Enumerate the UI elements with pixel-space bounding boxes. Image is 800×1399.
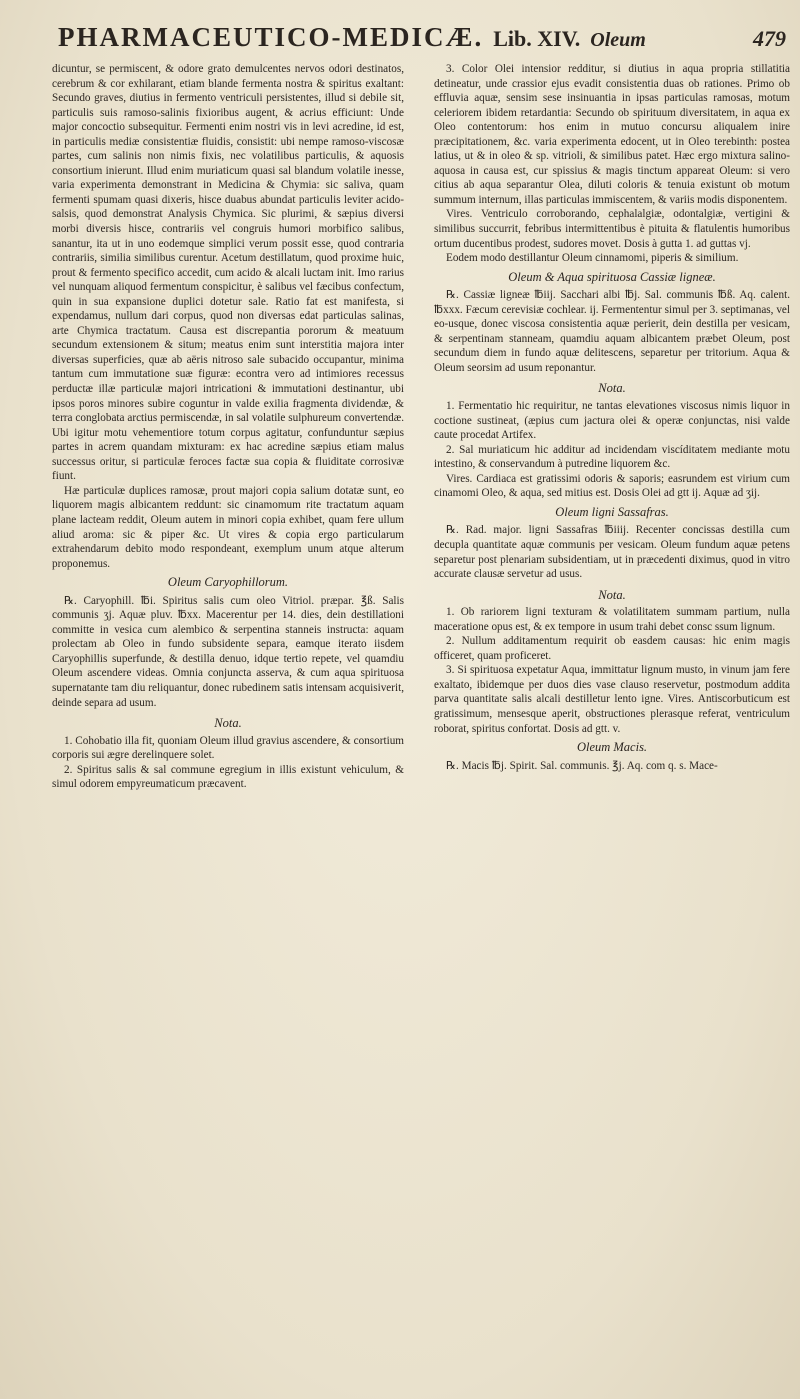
recipe-text: ℞. Macis ℔j. Spirit. Sal. communis. ℥j. Aq. com q. s. Mace- [446,759,718,772]
recipe-text: ℞. Rad. major. ligni Sassafras ℔iiij. Recenter concissas destilla cum decupla quantitate aquæ communis per vesicam. Oleum fundum aquæ petens separetur post plenariam subsidentiam, ut in præcedenti diximus, quod in vitro accurate clausæ servetur ad usus. [434,524,790,581]
page-number: 479 [753,26,786,51]
nota-item: 2. Sal muriaticum hic additur ad incidendam viscíditatem mediante motu intestino, & conservandum à putredine liquorem &c. [434,443,790,471]
nota-heading: Nota. [214,716,242,731]
vires-paragraph: Vires. Cardiaca est gratissimi odoris & saporis; easrundem est virium cum cinamomi Oleo, & aqua, sed mitius est. Dosis Olei ad gtt ij. Aquæ ad ʒij. [434,472,790,500]
nota-heading: Nota. [598,587,626,602]
paragraph: dicuntur, se permiscent, & odore grato demulcentes nervos odori destinatos, cerebrum & cor exhilarant, etiam blande fermenta nostra & spiritus exaltant: Secundo graves, diutius in fermento ventriculi persistentes, illud si debile sit, particulis suis ramoso-salinis fixioribus augent, & acrius efficiunt: Unde major concoctio subsequitur. Fermenti enim nostri vis in levi acredine, id est, in particulis mediæ consistentiæ fluidis, consistit: ubi nempe ramoso-viscosæ partes, cum salinis non nimis fixis, nec volatilibus particulis, & aquosis consortium inierunt. Illud enim muriaticum quasi sal blandum volatile inesse, varia experimenta demonstrant in Medicina & Chymia: sic saliva, quam fermenti spumam quasi dixeris, hisce duabus abundat particulis leviter acido-salsis, quod demonstrat Analysis Chymica. Sic plurimi, & sæpius diversi morbi diversis hisce, contrariis vel congruis humori morbifico salibus, sanantur, ita ut in uno eodemque simplici verum possit esse, quod contraria contrariis, similia similibus curentur. Acetum destillatum, quod proxime huic, prout & fermento specifico accedit, cum acido & alcali luctam init. Imo rarius vel nunquam aliquod fermentum conspicitur, è salibus vel fæcibus confectum, quin in sua expansione duplici dotetur sale. Ratio fat est manifesta, si expendamus, nullum dari corpus, quod non diversas edat particulas salinas, arte Chymica tractatum. Causa est discrepantia pororum & meatuum secundum extensionem & situm; meatus enim sunt interstitia majora inter diversas superficies, quæ ab aëris nitroso sale subacido occupantur, minima tantum cum immutatione suæ figuræ: econtra vero ad intimiores recessus perductæ illæ particulæ majori intricationi & immutationi destinantur, ubi ipsos poros minores subire coguntur in valde exilia fragmenta dividendæ, & terra conglobata arctius permiscendæ, in sal volatile sulphureum convertendæ. Ubi igitur motu vehementiore totum corpus agitatur, confunduntur sæpius partes in acrem quandam mixturam: ex hac acredine sæpius etiam malus successus oritur, si particulæ feroces factæ sua copia & fluiditate corrosivæ fiunt. [52,63,404,483]
vires-paragraph: Vires. Ventriculo corroborando, cephalalgiæ, odontalgiæ, vertigini & similibus succurrit, febribus intermittentibus è pituita & flatulentis humoribus ortum ducentibus prodest, sudores movet. Dosis à gutta 1. ad guttas vj. [434,208,790,250]
nota-heading: Nota. [598,381,626,396]
book-number: Lib. XIV. [493,26,581,51]
recipe-heading: Oleum Macis. [576,740,648,755]
running-title: PHARMACEUTICO-MEDICÆ. [58,22,484,52]
recipe-text: ℞. Caryophill. ℔i. Spiritus salis cum oleo Vitriol. præpar. ℥ß. Salis communis ʒj. Aquæ pluv. ℔xx. Macerentur per 14. dies, dein destillationi committe in vesica cum alembico & serpentina stanneis instructa: aquam prolectam ab Oleo in fundo subsidente separa, eamque iterato iisdem Caryophillis superfunde, & destilla denuo, idque tertio repete, vel quamdiu Oleum ascendere videas. Omnia conjuncta asserva, & cum aqua spirituosa supernatante tam diu reliquantur, donec rubedinem satis intensam acquisiverit, deinde separa ad usum. [52,594,404,709]
recipe-heading: Oleum Caryophillorum. [167,575,289,590]
nota-item: 3. Color Olei intensior redditur, si diutius in aqua propria stillatitia detineatur, unde crassior ejus evadit consistentia duas ob rationes. Primo ob effluvia aquæ, sensim sese insinuantia in ipsas particulas ramosas, motum celeriorem ibidem retardantia: Secundo ob spirituum diversitatem, in aqua ex Oleo contentorum: hos enim in mutuo concursu aliqualem inire præcipitationem, &c. varia experimenta edocent, ut in Oleo terebinth: postea latius, ut & in oleo & sp. vitrioli, & similibus patet. Hæc ergo mixtura salino-aquosa in causa est, cur spissius & magis tinctum appareat Oleum: si vero citius ab aqua separantur Olea, diluti coloris & tenuia existunt ob motum summum internum, illas particulas immiscentem, & variis modis disponentem. [434,63,790,206]
right-column [434,62,790,773]
nota-item: 1. Cohobatio illa fit, quoniam Oleum illud gravius ascendere, & consortium corporis sui ægre derelinquere solet. [52,734,404,762]
recipe-heading: Oleum & Aqua spirituosa Cassiæ ligneæ. [508,269,716,284]
nota-item: 1. Fermentatio hic requiritur, ne tantas elevationes viscosus nimis liquor in coctione sustineat, (æpius cum jactura olei & operæ conjunctas, nisi valde caute procedat Artifex. [434,400,790,442]
nota-item: 1. Ob rariorem ligni texturam & volatilitatem summam partium, nulla maceratione opus est, & ex tempore in usum trahi debet consc ssum lignum. [434,606,790,633]
section-label: Oleum [590,29,646,51]
recipe-heading: Oleum ligni Sassafras. [555,504,669,519]
nota-item: 3. Si spirituosa expetatur Aqua, immittatur lignum musto, in vinum jam fere exaltato, ibidemque per duos dies vase clauso reservetur, postmodum addita parva quantitate salis alcali destilletur lento igne. Vires. Antiscorbuticum est gratissimum, mensesque aperit, obstructiones plerasque referat, ventriculum roborat, spiritus confortat. Dosis ad gtt. v. [434,664,790,735]
page-header [58,22,786,56]
left-column [52,62,404,792]
nota-item: 2. Spiritus salis & sal commune egregium in illis existunt vehiculum, & simul odorem empyreumaticum præcavent. [52,763,404,791]
nota-item: 2. Nullum additamentum requirit ob easdem causas: hic enim magis officeret, quam proficeret. [434,635,790,662]
recipe-text: ℞. Cassiæ ligneæ ℔iij. Sacchari albi ℔j. Sal. communis ℔ß. Aq. calent. ℔xxx. Fæcum cerevisiæ cochlear. ij. Fermententur simul per 3. septimanas, vel eo-usque, donec viscosa consistentia aquæ perierit, dein destilla per vesicam, & serpentinam stanneam, quamdiu aquam albicantem præbet Oleum, post secundum diem in fundo aquæ delitescens, separetur per tritorium. Aqua & Oleum seorsim ad usum reponantur. [434,289,790,374]
paragraph: Eodem modo destillantur Oleum cinnamomi, piperis & similium. [446,252,739,265]
paragraph: Hæ particulæ duplices ramosæ, prout majori copia salium dotatæ sunt, eo liquorem magis albicantem reddunt: sic cinamomum rite tractatum aquam plane lacteam reddit, Oleum autem in minori copia exhibet, quam fere ullum aliud aroma: sic & piper &c. Ut vires & copia ergo particularum extrahendarum debito modo respondeant, exemplum unum atque alterum proponemus. [52,484,404,570]
